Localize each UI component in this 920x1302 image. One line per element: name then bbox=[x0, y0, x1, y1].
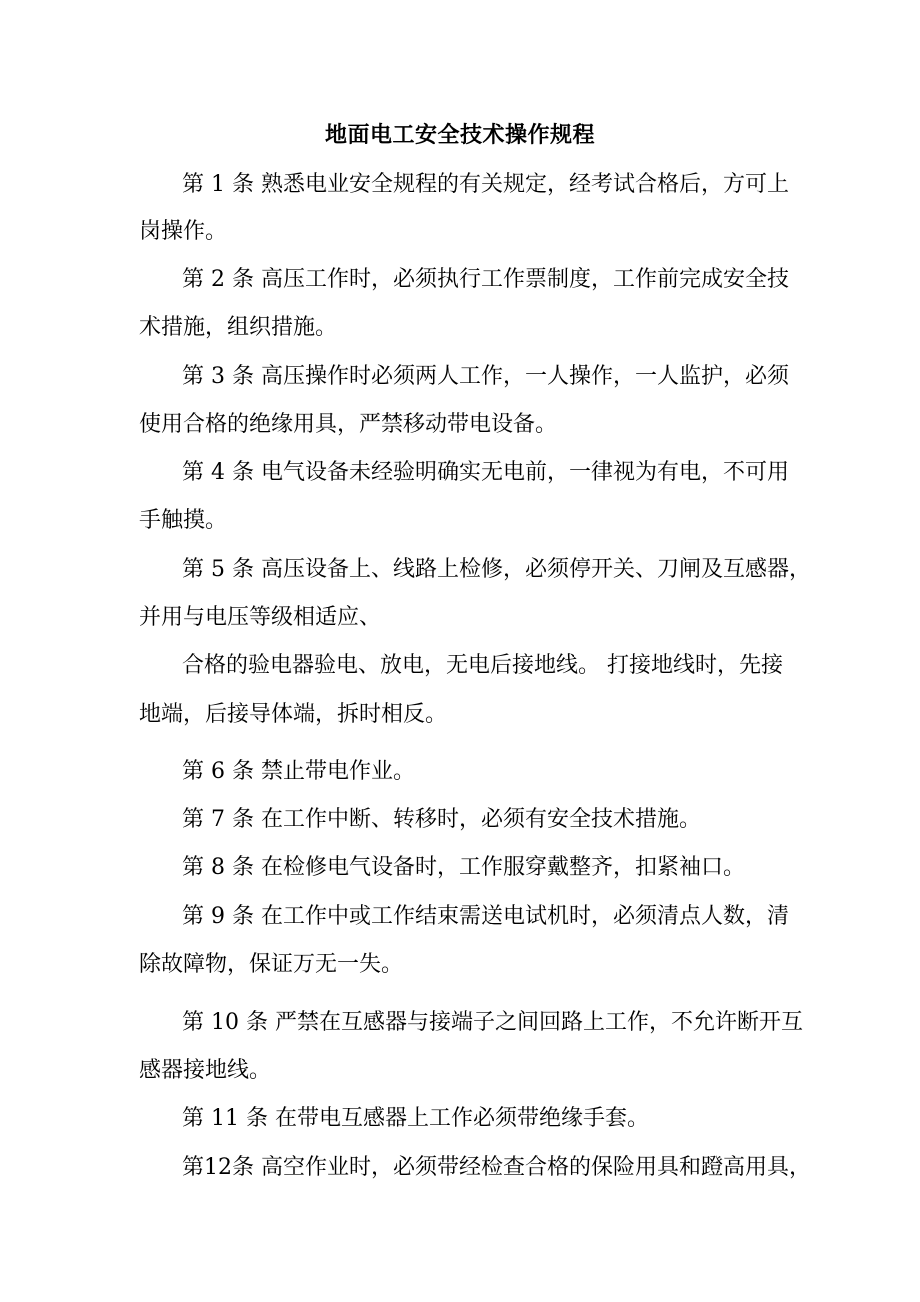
article-5-line-3: 合格的验电器验电、放电，无电后接地线。 打接地线时，先接 bbox=[182, 653, 783, 678]
article-2-line-1: 第 2 条 高压工作时，必须执行工作票制度，工作前完成安全技 bbox=[182, 267, 789, 292]
article-9-line-1: 第 9 条 在工作中或工作结束需送电试机时，必须清点人数，清 bbox=[182, 904, 789, 929]
article-5-line-2: 并用与电压等级相适应、 bbox=[139, 605, 382, 630]
article-1-line-2: 岗操作。 bbox=[139, 219, 228, 244]
article-3-line-1: 第 3 条 高压操作时必须两人工作，一人操作，一人监护，必须 bbox=[182, 364, 789, 389]
article-5-line-1: 第 5 条 高压设备上、线路上检修，必须停开关、刀闸及互感器， bbox=[182, 557, 811, 582]
article-2-line-2: 术措施，组织措施。 bbox=[139, 315, 338, 340]
article-3-line-2: 使用合格的绝缘用具，严禁移动带电设备。 bbox=[139, 412, 558, 437]
article-4-line-1: 第 4 条 电气设备未经验明确实无电前，一律视为有电，不可用 bbox=[182, 460, 789, 485]
article-5-line-4: 地端，后接导体端，拆时相反。 bbox=[139, 702, 448, 727]
document-title: 地面电工安全技术操作规程 bbox=[324, 122, 595, 148]
article-7-line-1: 第 7 条 在工作中断、转移时，必须有安全技术措施。 bbox=[182, 807, 701, 832]
article-11-line-1: 第 11 条 在带电互感器上工作必须带绝缘手套。 bbox=[182, 1106, 649, 1131]
article-1-line-1: 第 1 条 熟悉电业安全规程的有关规定，经考试合格后，方可上 bbox=[182, 172, 789, 197]
article-8-line-1: 第 8 条 在检修电气设备时，工作服穿戴整齐，扣紧袖口。 bbox=[182, 855, 745, 880]
article-10-line-1: 第 10 条 严禁在互感器与接端子之间回路上工作，不允许断开互 bbox=[182, 1010, 803, 1035]
article-9-line-2: 除故障物，保证万无一失。 bbox=[139, 952, 404, 977]
article-4-line-2: 手触摸。 bbox=[139, 508, 228, 533]
article-10-line-2: 感器接地线。 bbox=[139, 1058, 272, 1083]
article-12-line-1: 第12条 高空作业时，必须带经检查合格的保险用具和蹬高用具， bbox=[182, 1155, 811, 1180]
article-6-line-1: 第 6 条 禁止带电作业。 bbox=[182, 759, 415, 784]
